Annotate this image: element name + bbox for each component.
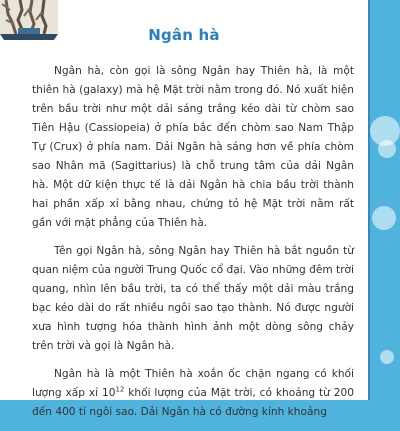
paragraph: Tên gọi Ngân hà, sông Ngân hay Thiên hà bắt nguồn từ quan niệm của người Trung Quốc cổ đại. Vào những đêm trời quang, nhìn lên bầu trời, ta có thể thấy một dải màu trắng bạc kéo dài do rất nhiều ngôi sao tạo thành. Nó được người xưa hình tượng hóa thành hình ảnh một dòng sông chảy trên trời và gọi là Ngân hà.: [32, 245, 354, 352]
paragraph: [0, 365, 368, 422]
paragraph: Ngân hà, còn gọi là sông Ngân hay Thiên hà, là một thiên hà (galaxy) mà hệ Mặt trời nằm trong đó. Nó xuất hiện trên bầu trời như một dải sáng trắng kéo dài từ chòm sao Tiên Hậu (Cassiopeia) ở phía bắc đến chòm sao Nam Thập Tự (Crux) ở phía nam. Dải Ngân hà sáng hơn về phía chòm sao Nhân mã (Sagittarius) là chỗ trung tâm của dải Ngân hà. Một dữ kiện thực tế là dải Ngân hà chia bầu trời thành hai phần xấp xỉ bằng nhau, chứng tỏ hệ Mặt trời nằm rất gần với mặt phẳng của Thiên hà.: [32, 65, 354, 229]
article-body: [0, 62, 368, 431]
exponent: 12: [115, 385, 125, 394]
decorative-bubble: [380, 350, 394, 364]
decorative-bubble: [378, 140, 396, 158]
decorative-bubble: [372, 206, 396, 230]
paragraph-text: Ngân hà là một Thiên hà xoắn ốc chặn ngang có khối lượng xấp xỉ 10: [32, 368, 354, 399]
paragraph-text: khối lượng của Mặt trời, có khoảng từ 200 đến 400 tỉ ngôi sao. Dải Ngân hà có đường kính khoảng: [32, 387, 355, 418]
page-title: Ngân hà: [148, 26, 220, 44]
